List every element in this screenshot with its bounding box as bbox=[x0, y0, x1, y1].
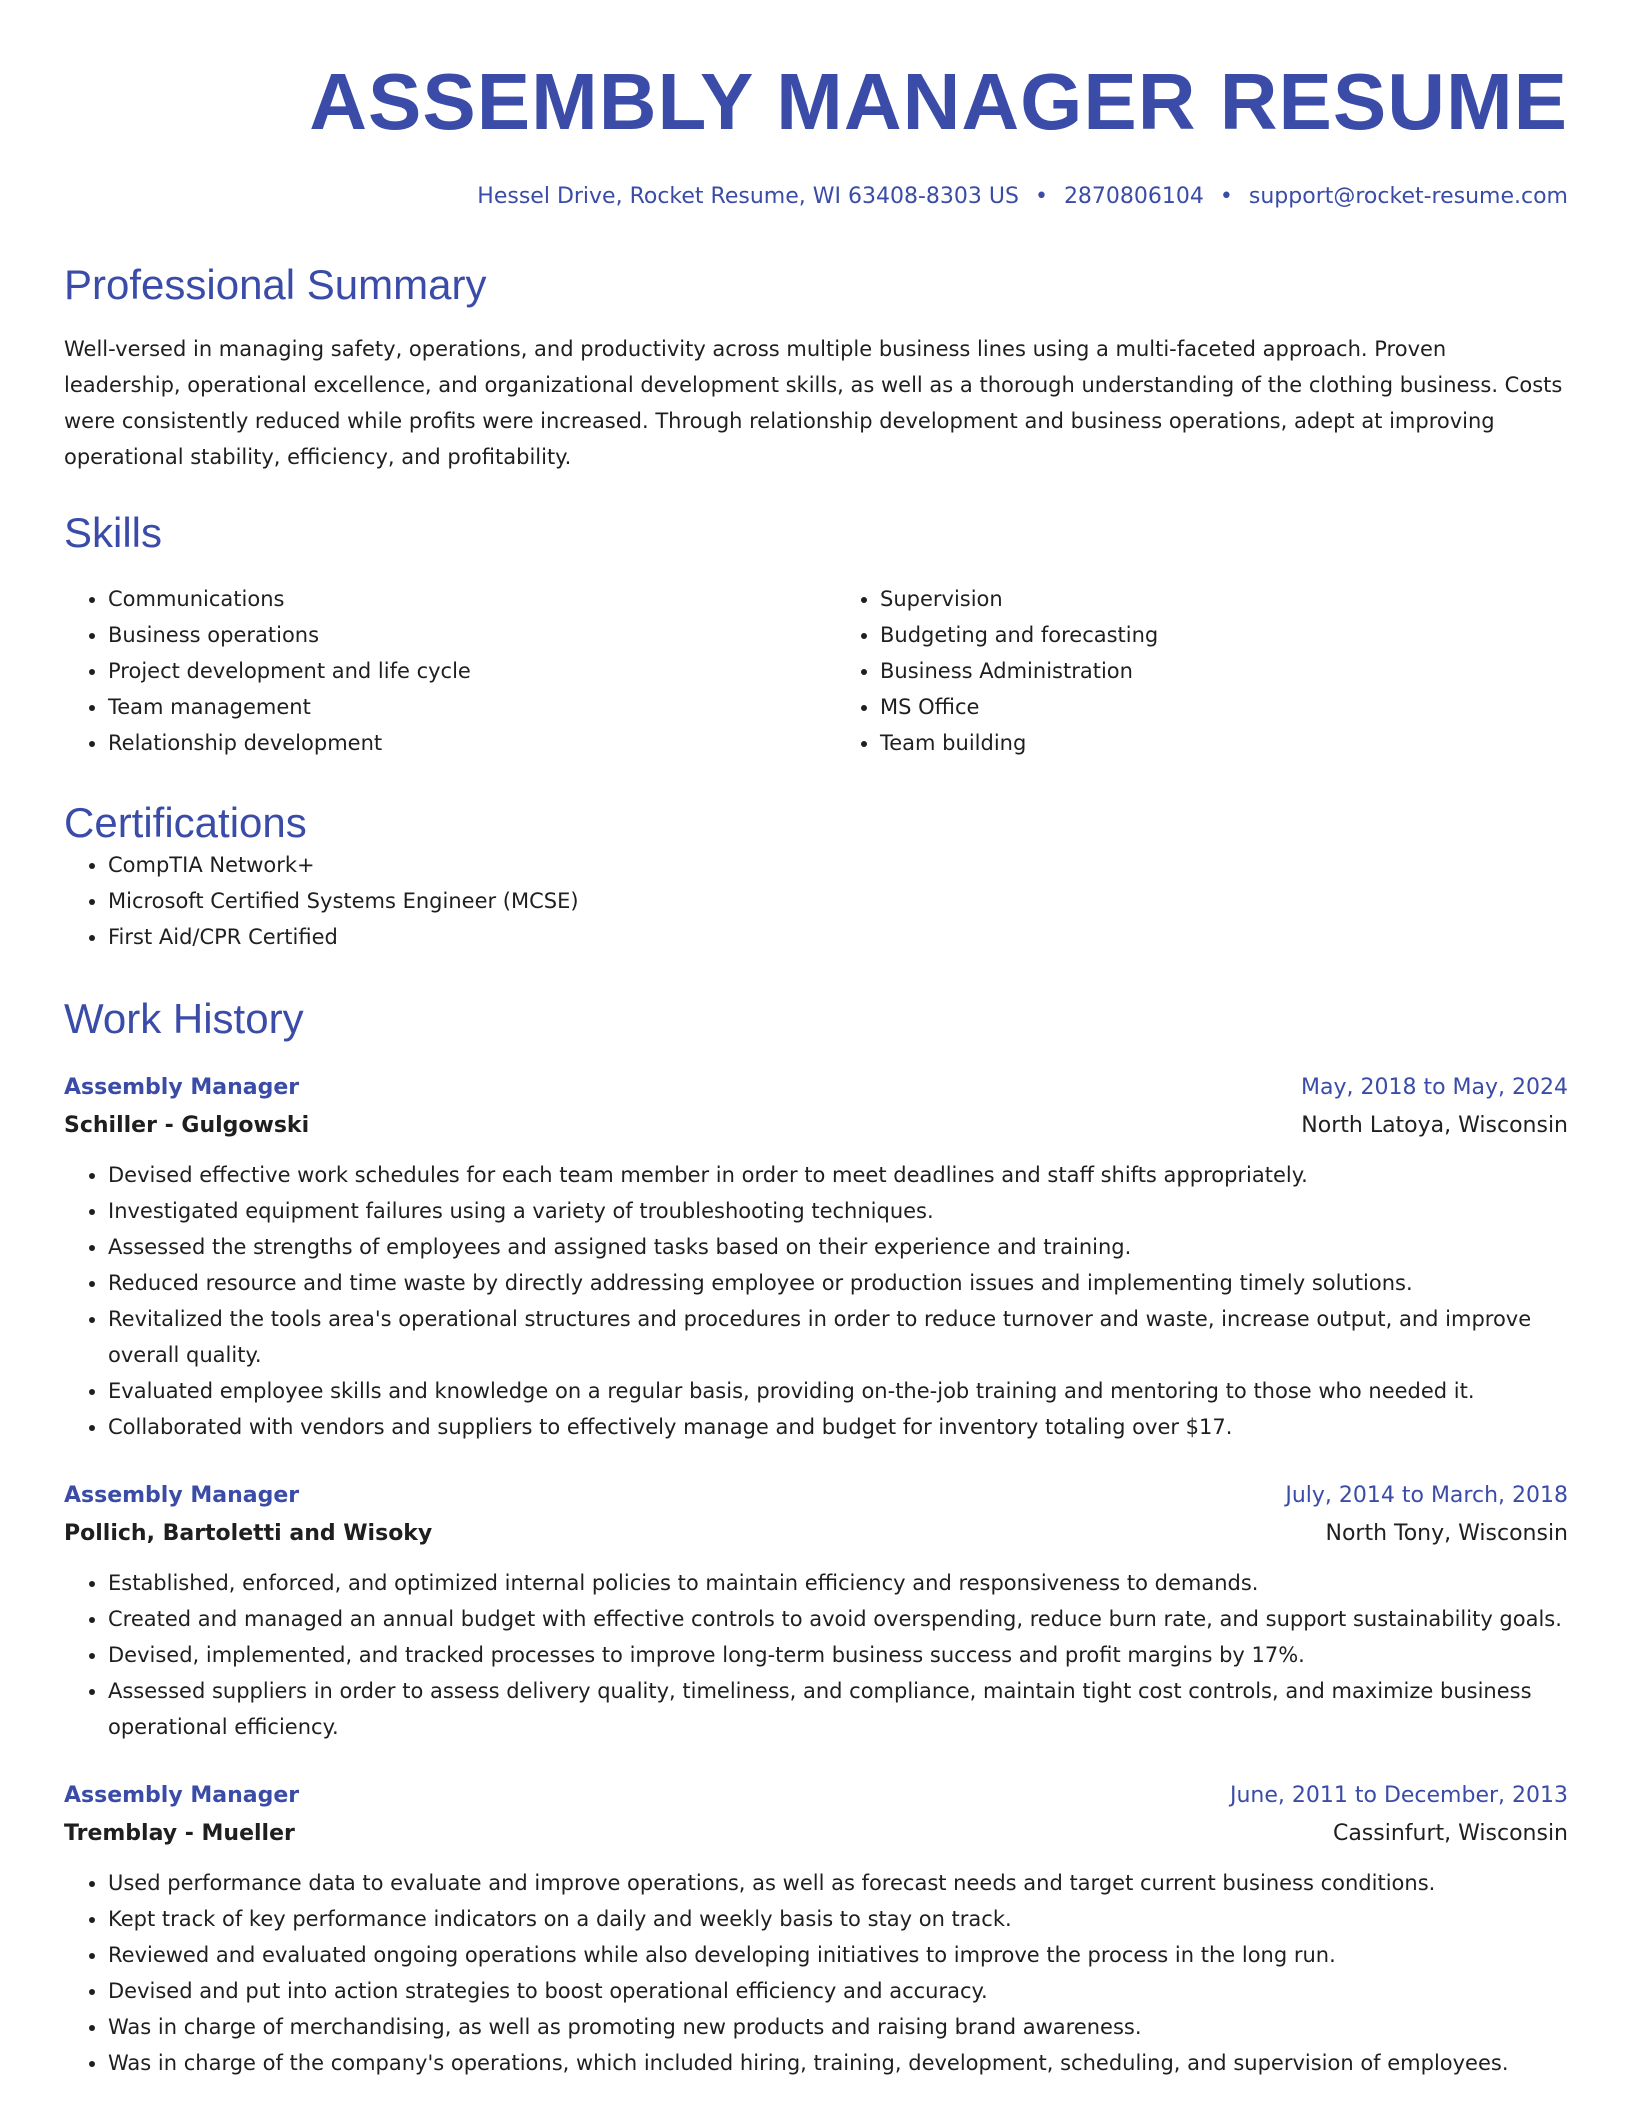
skill-item: • Business operations bbox=[108, 617, 796, 653]
resume-title: ASSEMBLY MANAGER RESUME bbox=[309, 57, 1568, 146]
job-dates: May, 2018 to May, 2024 bbox=[1301, 1075, 1568, 1100]
job-bullet: • Reduced resource and time waste by directly addressing employee or production issues and implementing timely solutions. bbox=[108, 1265, 1568, 1301]
job-company-row bbox=[64, 1107, 1568, 1145]
skill-item: • Budgeting and forecasting bbox=[880, 617, 1568, 653]
certification-item: • CompTIA Network+ bbox=[108, 847, 1568, 883]
job-location: Cassinfurt, Wisconsin bbox=[1332, 1821, 1568, 1846]
job-bullets bbox=[64, 1565, 1568, 1745]
job-bullets bbox=[64, 1865, 1568, 2081]
skill-item: • Team building bbox=[880, 725, 1568, 761]
job-location: North Latoya, Wisconsin bbox=[1301, 1113, 1568, 1138]
job-entry bbox=[64, 1777, 1568, 2081]
certification-item: • First Aid/CPR Certified bbox=[108, 919, 1568, 955]
job-bullet: • Was in charge of the company's operations, which included hiring, training, development, scheduling, and supervision of employees. bbox=[108, 2045, 1568, 2081]
job-company-row bbox=[64, 1815, 1568, 1853]
skill-item: • MS Office bbox=[880, 689, 1568, 725]
job-company: Tremblay - Mueller bbox=[64, 1821, 295, 1846]
job-bullet: • Assessed the strengths of employees and assigned tasks based on their experience and training. bbox=[108, 1229, 1568, 1265]
job-bullet: • Devised, implemented, and tracked processes to improve long-term business success and profit margins by 17%. bbox=[108, 1637, 1568, 1673]
skill-item: • Communications bbox=[108, 581, 796, 617]
skill-item: • Business Administration bbox=[880, 653, 1568, 689]
job-company: Schiller - Gulgowski bbox=[64, 1113, 310, 1138]
summary-heading: Professional Summary bbox=[64, 261, 487, 308]
certifications-heading: Certifications bbox=[64, 799, 307, 846]
certification-item: • Microsoft Certified Systems Engineer (MCSE) bbox=[108, 883, 1568, 919]
job-entry bbox=[64, 1477, 1568, 1745]
job-location: North Tony, Wisconsin bbox=[1325, 1521, 1568, 1546]
summary-text: Well-versed in managing safety, operations, and productivity across multiple business lines using a multi-faceted approach. Proven leadership, operational excellence, and organizational development skills, as well as a thorough understanding of the clothing business. Costs were consistently reduced while profits were increased. Through relationship development and business operations, adept at improving operational stability, efficiency, and profitability. bbox=[64, 337, 1563, 469]
job-bullet: • Evaluated employee skills and knowledge on a regular basis, providing on-the-job training and mentoring to those who needed it. bbox=[108, 1373, 1568, 1409]
job-bullet: • Investigated equipment failures using a variety of troubleshooting techniques. bbox=[108, 1193, 1568, 1229]
skills-heading: Skills bbox=[64, 509, 163, 556]
job-bullet: • Kept track of key performance indicators on a daily and weekly basis to stay on track. bbox=[108, 1901, 1568, 1937]
job-bullet: • Collaborated with vendors and suppliers to effectively manage and budget for inventory totaling over $17. bbox=[108, 1409, 1568, 1445]
skill-item: • Team management bbox=[108, 689, 796, 725]
job-bullet: • Established, enforced, and optimized internal policies to maintain efficiency and responsiveness to demands. bbox=[108, 1565, 1568, 1601]
job-bullet: • Used performance data to evaluate and improve operations, as well as forecast needs and target current business conditions. bbox=[108, 1865, 1568, 1901]
certifications-list bbox=[64, 847, 1568, 955]
job-header-row bbox=[64, 1477, 1568, 1515]
skills-list-right bbox=[836, 581, 1568, 761]
contact-phone: 2870806104 bbox=[1063, 184, 1204, 209]
job-bullet: • Was in charge of merchandising, as well as promoting new products and raising brand awareness. bbox=[108, 2009, 1568, 2045]
job-entry bbox=[64, 1069, 1568, 1445]
skills-list-left bbox=[64, 581, 796, 761]
job-title: Assembly Manager bbox=[64, 1075, 300, 1100]
job-bullets bbox=[64, 1157, 1568, 1445]
work-history-heading: Work History bbox=[64, 995, 304, 1042]
job-bullet: • Revitalized the tools area's operational structures and procedures in order to reduce turnover and waste, increase output, and improve overall quality. bbox=[108, 1301, 1568, 1373]
job-bullet: • Created and managed an annual budget with effective controls to avoid overspending, reduce burn rate, and support sustainability goals. bbox=[108, 1601, 1568, 1637]
skill-item: • Project development and life cycle bbox=[108, 653, 796, 689]
contact-separator: • bbox=[1034, 184, 1048, 209]
contact-email: support@rocket-resume.com bbox=[1248, 184, 1568, 209]
job-bullet: • Reviewed and evaluated ongoing operations while also developing initiatives to improve the process in the long run. bbox=[108, 1937, 1568, 1973]
job-header-row bbox=[64, 1069, 1568, 1107]
skill-item: • Supervision bbox=[880, 581, 1568, 617]
job-bullet: • Devised effective work schedules for each team member in order to meet deadlines and staff shifts appropriately. bbox=[108, 1157, 1568, 1193]
job-dates: June, 2011 to December, 2013 bbox=[1229, 1783, 1568, 1808]
job-company-row bbox=[64, 1515, 1568, 1553]
skill-item: • Relationship development bbox=[108, 725, 796, 761]
job-bullet: • Devised and put into action strategies to boost operational efficiency and accuracy. bbox=[108, 1973, 1568, 2009]
job-bullet: • Assessed suppliers in order to assess delivery quality, timeliness, and compliance, maintain tight cost controls, and maximize business operational efficiency. bbox=[108, 1673, 1568, 1745]
contact-separator: • bbox=[1219, 184, 1233, 209]
job-title: Assembly Manager bbox=[64, 1783, 300, 1808]
job-title: Assembly Manager bbox=[64, 1483, 300, 1508]
contact-line bbox=[64, 184, 1568, 209]
job-header-row bbox=[64, 1777, 1568, 1815]
skills-grid bbox=[64, 581, 1568, 761]
job-dates: July, 2014 to March, 2018 bbox=[1285, 1483, 1568, 1508]
job-company: Pollich, Bartoletti and Wisoky bbox=[64, 1521, 433, 1546]
contact-address: Hessel Drive, Rocket Resume, WI 63408-8303 US bbox=[477, 184, 1019, 209]
